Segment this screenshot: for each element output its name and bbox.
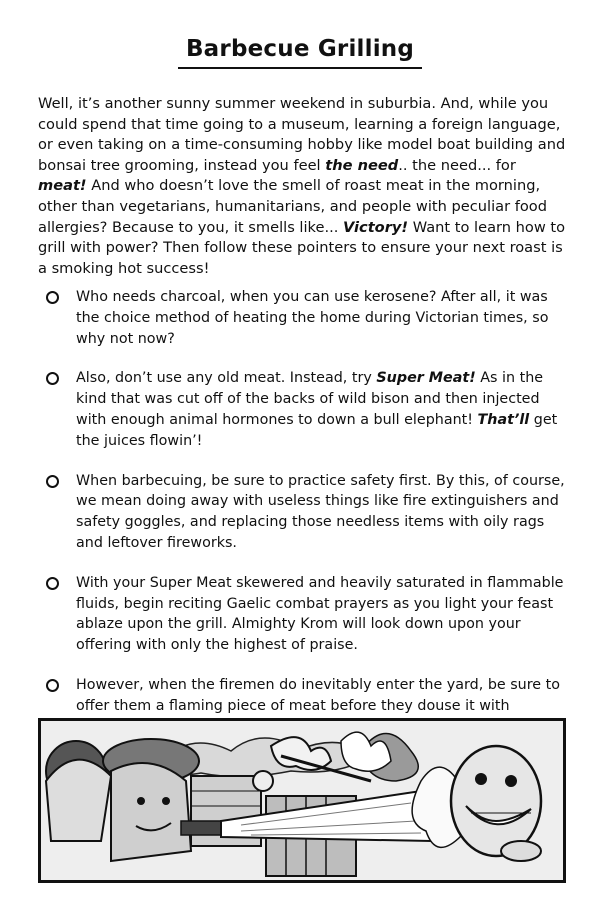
tip-text: When barbecuing, be sure to practice safety first. By this, of course, we mean doing away with useless things like fire extinguishers and safety goggles, and replacing those needless items with oily rags and leftover fireworks. <box>76 472 565 551</box>
circle-bullet-icon <box>46 679 59 692</box>
intro-text-4: Want to learn how to grill with power? Then follow these pointers to ensure your next roast is a smoking hot success! <box>38 218 566 277</box>
page-title: Barbecue Grilling <box>178 36 422 69</box>
tip-text: Who needs charcoal, when you can use kerosene? After all, it was the choice method of heating the home during Victorian times, so why not now? <box>76 289 549 347</box>
tip-emphasis-thatll: That’ll <box>477 411 530 428</box>
intro-text-2: .. the need... for <box>398 156 516 174</box>
list-item <box>44 368 566 451</box>
circle-bullet-icon <box>46 577 59 590</box>
firemen-hose-illustration <box>41 721 563 880</box>
comic-illustration <box>38 718 566 883</box>
circle-bullet-icon <box>46 475 59 488</box>
intro-emphasis-need: the need <box>325 156 399 174</box>
tip-text-mid: As in the kind that was cut off of the backs of wild bison and then injected with enough animal hormones to down a bull elephant! <box>76 370 544 428</box>
tip-text-pre: Also, don’t use any old meat. Instead, try <box>76 370 377 387</box>
circle-bullet-icon <box>46 372 59 385</box>
intro-paragraph <box>38 94 568 279</box>
intro-text-1: Well, it’s another sunny summer weekend in suburbia. And, while you could spend that time going to a museum, learning a foreign language, or even taking on a time-consuming hobby like model boat building and bonsai tree grooming, instead you feel <box>38 95 566 174</box>
intro-emphasis-meat: meat! <box>38 177 87 195</box>
list-item <box>44 573 566 656</box>
circle-bullet-icon <box>46 291 59 304</box>
tip-text-post: get the juices flowin’! <box>76 411 558 449</box>
tip-emphasis-super-meat: Super Meat! <box>376 370 476 387</box>
intro-emphasis-victory: Victory! <box>343 218 409 236</box>
title-wrap <box>0 36 600 69</box>
tips-list <box>44 287 566 756</box>
tip-text: However, when the firemen do inevitably enter the yard, be sure to offer them a flaming piece of meat before they douse it with <box>76 676 560 714</box>
list-item <box>44 471 566 554</box>
list-item <box>44 287 566 349</box>
intro-text-3: And who doesn’t love the smell of roast meat in the morning, other than vegetarians, humanitarians, and people with peculiar food allergies? Because to you, it smells like... <box>38 177 547 236</box>
tip-text: With your Super Meat skewered and heavily saturated in flammable fluids, begin reciting Gaelic combat prayers as you light your feast ablaze upon the grill. Almighty Krom will look down upon your offering with only the highest of praise. <box>76 574 564 654</box>
